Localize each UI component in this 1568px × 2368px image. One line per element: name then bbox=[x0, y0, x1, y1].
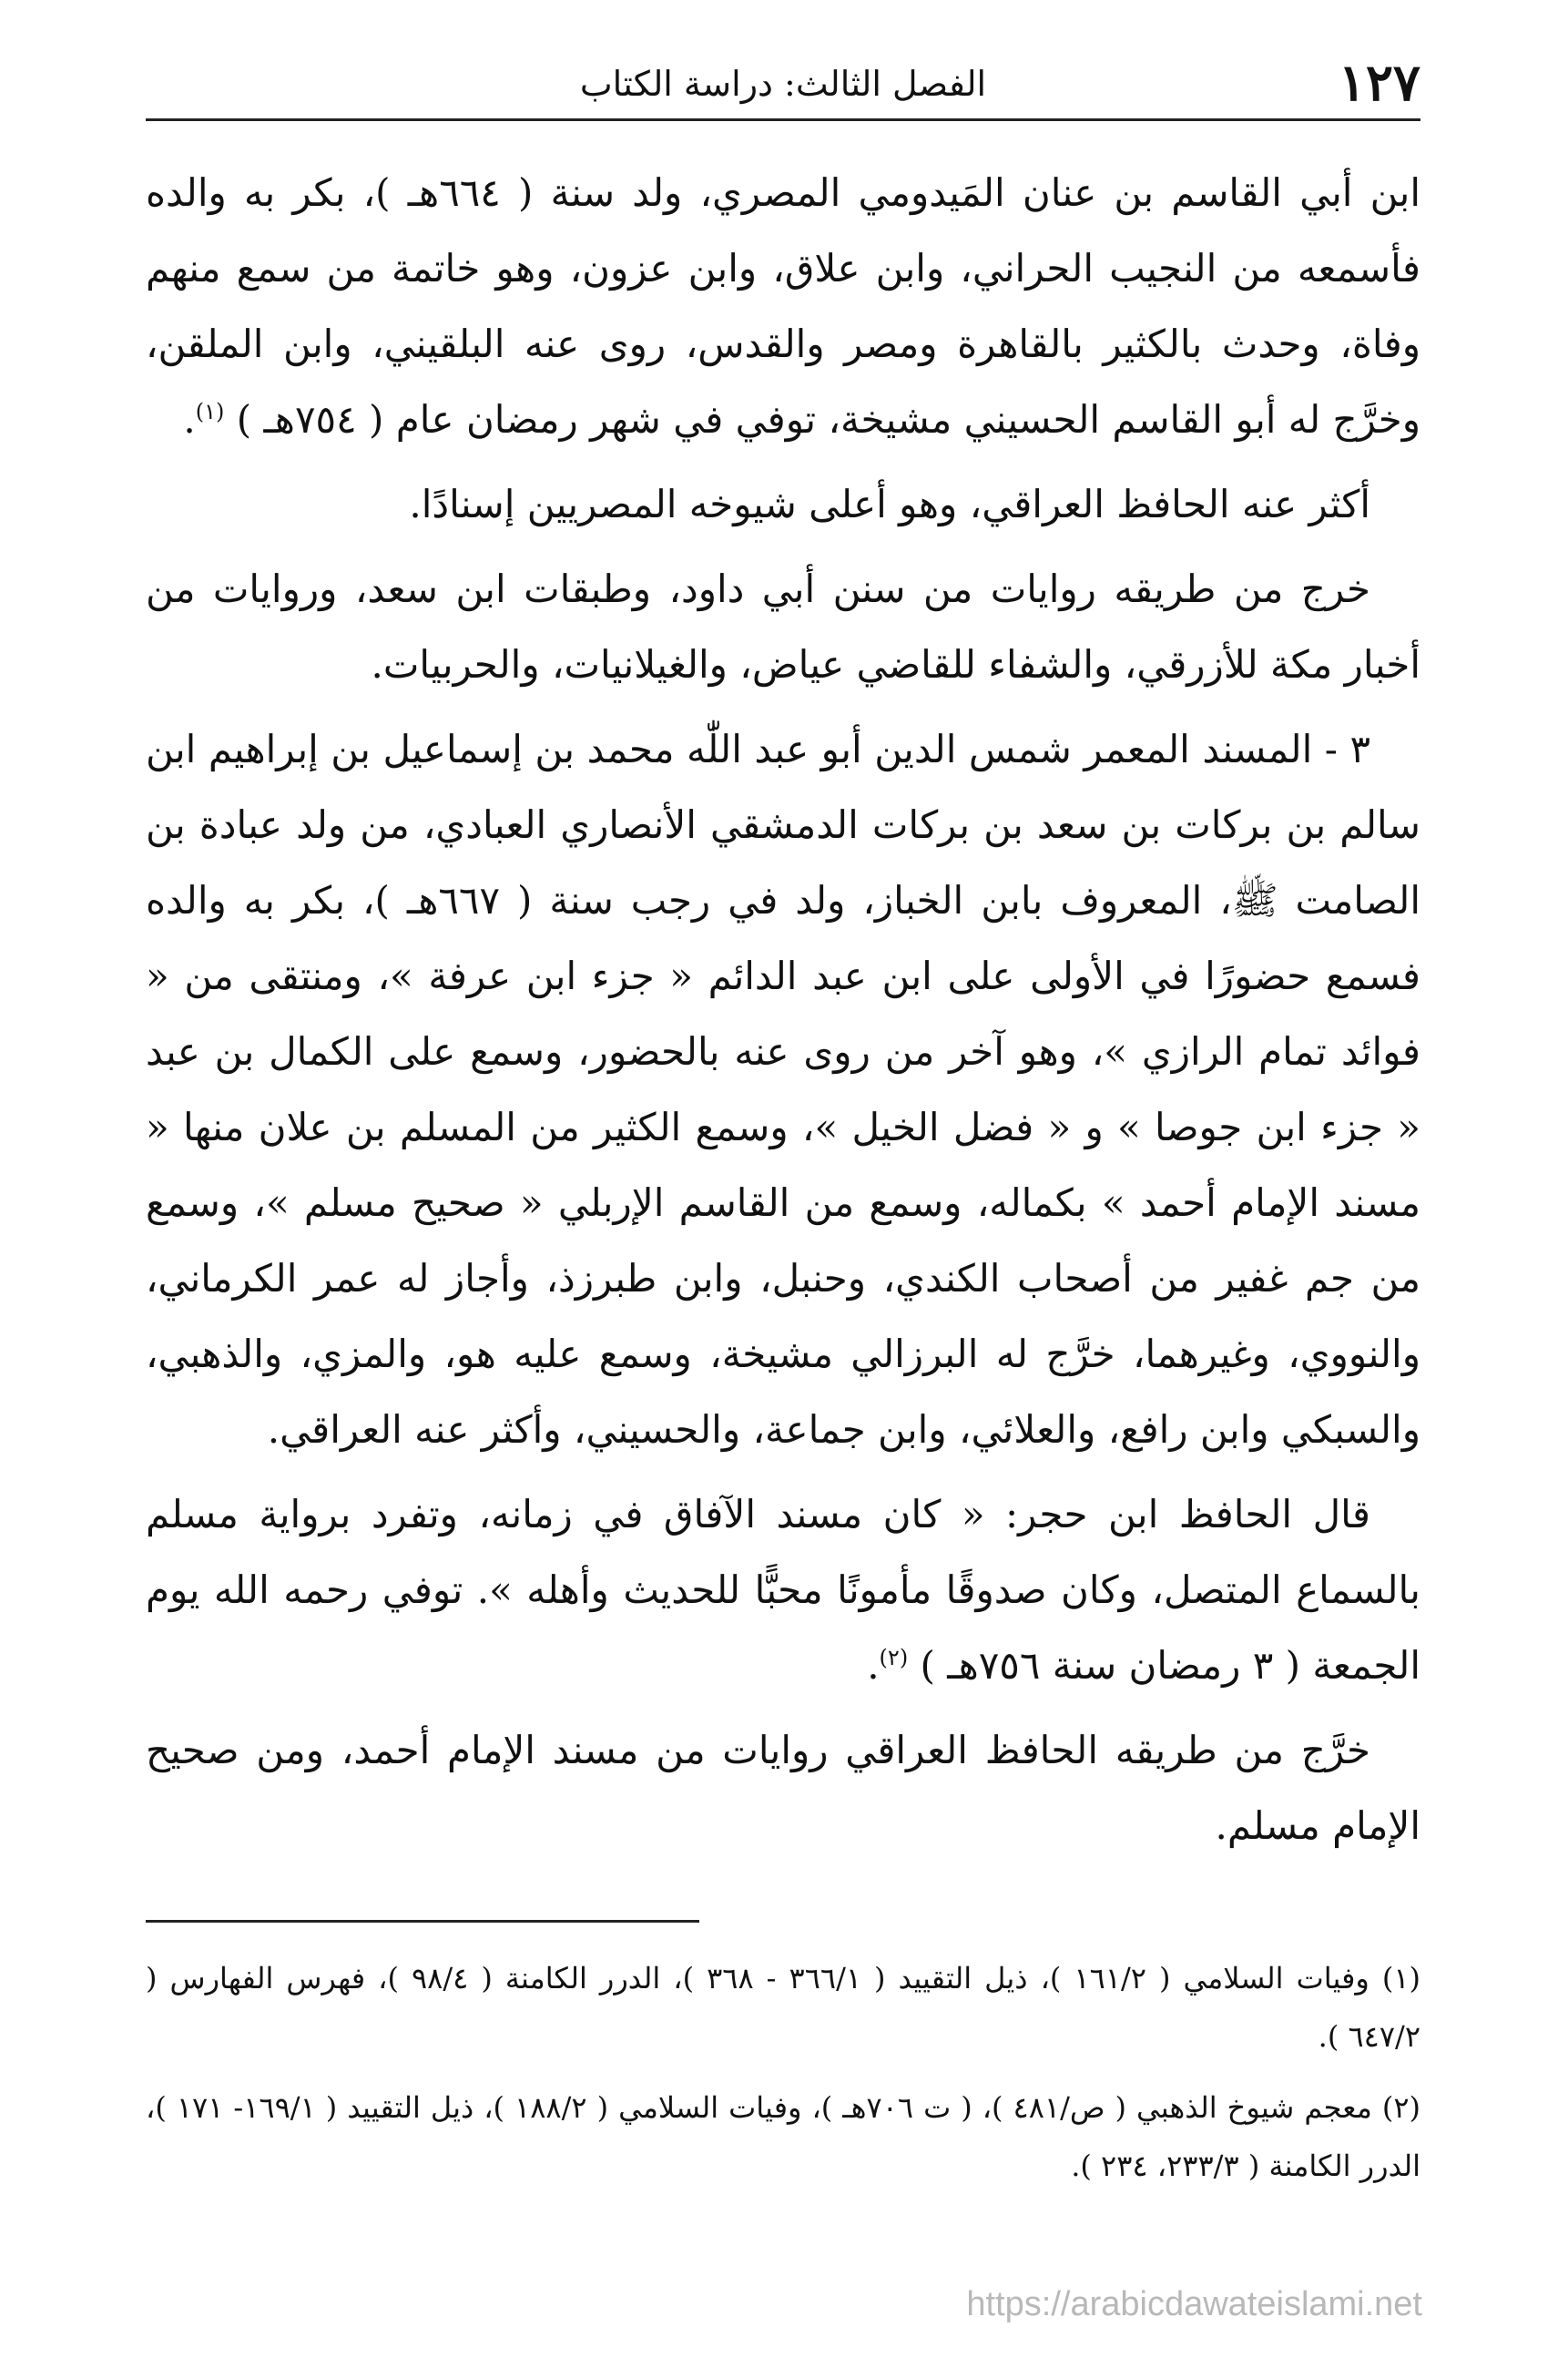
page-header bbox=[146, 46, 1420, 121]
paragraph-1-text: ابن أبي القاسم بن عنان المَيدومي المصري، ولد سنة ( ٦٦٤هـ )، بكر به والده فأسمعه من النجيب الحراني، وابن علاق، وابن عزون، وهو خاتمة من سمع منهم وفاة، وحدث بالكثير بالقاهرة ومصر والقدس، روى عنه البلقيني، وابن الملقن، وخرَّج له أبو القاسم الحسيني مشيخة، توفي في شهر رمضان عام ( ٧٥٤هـ ) bbox=[146, 170, 1420, 442]
footnote-separator bbox=[146, 1920, 699, 1923]
footnote-2: (٢) معجم شيوخ الذهبي ( ص/٤٨١ )، ( ت ٧٠٦هـ )، وفيات السلامي ( ١٨٨/٢ )، ذيل التقييد ( ١٦٩/١- ١٧١ )، الدرر الكامنة ( ٢٣٣/٣، ٢٣٤ ). bbox=[146, 2090, 1421, 2183]
footnotes bbox=[146, 1949, 1420, 2208]
paragraph-1 bbox=[146, 155, 1420, 457]
paragraph-5 bbox=[146, 1476, 1420, 1703]
paragraph-1-end: . bbox=[183, 397, 196, 442]
footnote-1: (١) وفيات السلامي ( ١٦١/٢ )، ذيل التقييد ( ٣٦٦/١ - ٣٦٨ )، الدرر الكامنة ( ٩٨/٤ )، فهرس الفهارس ( ٦٤٧/٢ ). bbox=[146, 1961, 1421, 2054]
footnote-ref-1: (١) bbox=[195, 399, 225, 424]
footnote-ref-2: (٢) bbox=[879, 1645, 909, 1670]
paragraph-4: ٣ - المسند المعمر شمس الدين أبو عبد اللّٰه محمد بن إسماعيل بن إبراهيم ابن سالم بن بركات بن سعد بن بركات الدمشقي الأنصاري العبادي، من ولد عبادة بن الصامت ﷺ، المعروف بابن الخباز، ولد في رجب سنة ( ٦٦٧هـ )، بكر به والده فسمع حضورًا في الأولى على ابن عبد الدائم « جزء ابن عرفة »، ومنتقى من « فوائد تمام الرازي »، وهو آخر من روى عنه بالحضور، وسمع على الكمال بن عبد « جزء ابن جوصا » و « فضل الخيل »، وسمع الكثير من المسلم بن علان منها « مسند الإمام أحمد » بكماله، وسمع من القاسم الإربلي « صحيح مسلم »، وسمع من جم غفير من أصحاب الكندي، وحنبل، وابن طبرزذ، وأجاز له عمر الكرماني، والنووي، وغيرهما، خرَّج له البرزالي مشيخة، وسمع عليه هو، والمزي، والذهبي، والسبكي وابن رافع، والعلائي، وابن جماعة، والحسيني، وأكثر عنه العراقي. bbox=[146, 727, 1420, 1452]
paragraph-6: خرَّج من طريقه الحافظ العراقي روايات من مسند الإمام أحمد، ومن صحيح الإمام مسلم. bbox=[146, 1728, 1420, 1848]
chapter-title: الفصل الثالث: دراسة الكتاب bbox=[579, 64, 987, 104]
paragraph-5-text: قال الحافظ ابن حجر: « كان مسند الآفاق في زمانه، وتفرد برواية مسلم بالسماع المتصل، وكان صدوقًا مأمونًا محبًّا للحديث وأهله ». توفي رحمه الله يوم الجمعة ( ٣ رمضان سنة ٧٥٦هـ ) bbox=[146, 1492, 1420, 1688]
paragraph-3: خرج من طريقه روايات من سنن أبي داود، وطبقات ابن سعد، وروايات من أخبار مكة للأزرقي، والشفاء للقاضي عياض، والغيلانيات، والحربيات. bbox=[146, 566, 1420, 687]
page-number: ١٢٧ bbox=[1338, 53, 1420, 113]
paragraph-2: أكثر عنه الحافظ العراقي، وهو أعلى شيوخه المصريين إسنادًا. bbox=[409, 482, 1370, 526]
watermark-url: https://arabicdawateislami.net bbox=[966, 2285, 1422, 2323]
paragraph-5-end: . bbox=[867, 1643, 880, 1688]
main-text bbox=[146, 155, 1420, 1873]
book-page bbox=[146, 36, 1420, 2350]
